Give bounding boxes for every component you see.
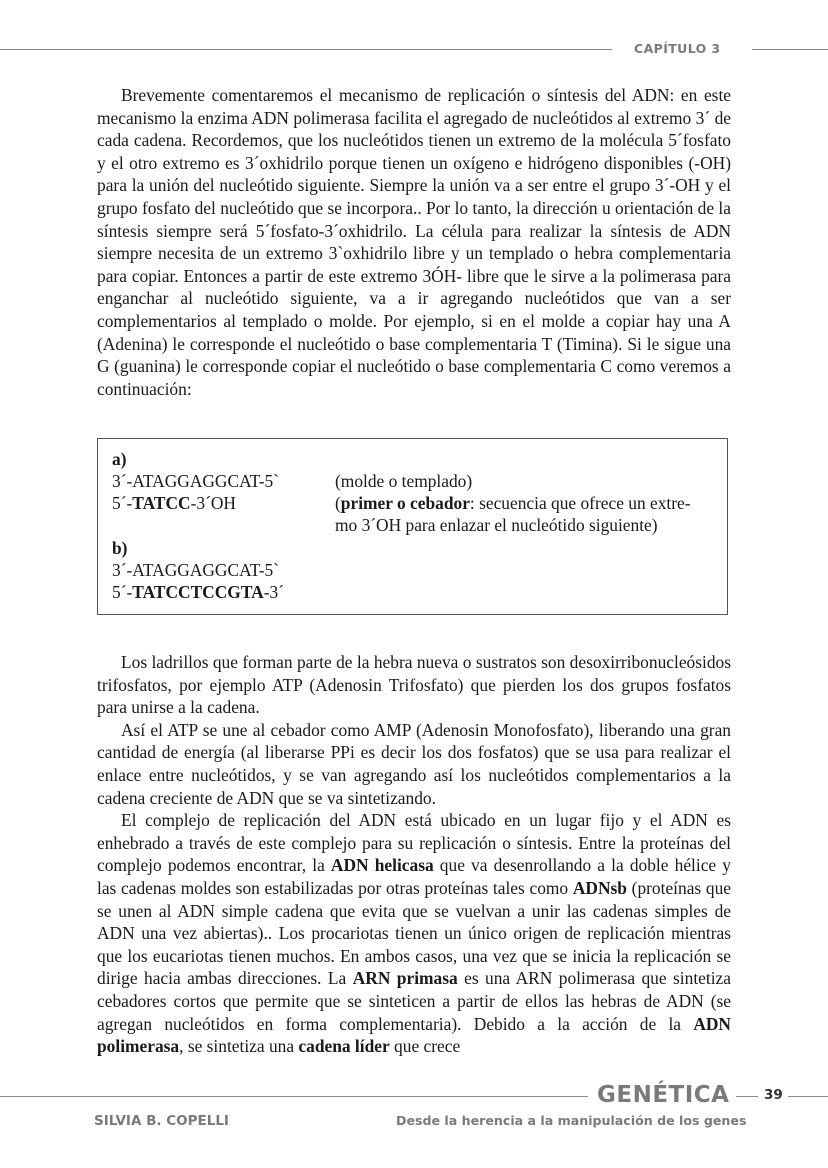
header-rule-right <box>752 49 828 50</box>
footer-subtitle: Desde la herencia a la manipulación de los genes <box>396 1113 747 1128</box>
footer-author: SILVIA B. COPELLI <box>94 1113 229 1129</box>
example-b-template-strand: 3´-ATAGGAGGCAT-5` <box>112 560 280 580</box>
example-a-primer-note: (primer o cebador: secuencia que ofrece un extre- <box>335 493 691 513</box>
paragraph-building-blocks: Los ladrillos que forman parte de la hebra nueva o sustratos son desoxirribonucleósidos trifosfatos, por ejemplo ATP (Adenosin Trifosfato) que pierden los dos grupos fosfatos para unirse a la cadena. <box>97 652 731 718</box>
chapter-heading: CAPÍTULO 3 <box>634 41 721 56</box>
example-b-label: b) <box>112 538 128 558</box>
example-b-new-strand: 5´-TATCCTCCGTA-3´ <box>112 582 284 602</box>
example-a-label: a) <box>112 449 127 469</box>
example-a-template-strand: 3´-ATAGGAGGCAT-5` <box>112 471 280 491</box>
example-a-template-note: (molde o templado) <box>335 471 473 491</box>
example-a-primer-note-cont: mo 3´OH para enlazar el nucleótido siguiente) <box>335 515 658 535</box>
footer-book-title: GENÉTICA <box>597 1082 730 1108</box>
sequence-example-box <box>97 438 728 615</box>
paragraph-replication-mechanism: Brevemente comentaremos el mecanismo de replicación o síntesis del ADN: en este mecanismo la enzima ADN polimerasa facilita el agregado de nucleótidos al extremo 3´ de cada cadena. Recordemos, que los nucleótidos tienen un extremo de la molécula 5´fosfato y el otro extremo es 3´oxhidrilo porque tienen un oxígeno e hidrógeno disponibles (-OH) para la unión del nucleótido siguiente. Siempre la unión va a ser entre el grupo 3´-OH y el grupo fosfato del nucleótido que se incorpora.. Por lo tanto, la dirección u orientación de la síntesis siempre será 5´fosfato-3´oxhidrilo. La célula para realizar la síntesis de ADN siempre necesita de un extremo 3`oxhidrilo libre y un templado o hebra complementaria para copiar. Entonces a partir de este extremo 3ÓH- libre que le sirve a la polimerasa para enganchar al nucleótido siguiente, va a ir agregando nucleótidos que van a ser complementarios al templado o molde. Por ejemplo, si en el molde a copiar hay una A (Adenina) le corresponde el nucleótido o base complementaria T (Timina). Si le sigue una G (guanina) le corresponde copiar el nucleótido o base complementaria C como veremos a continuación: <box>97 85 731 399</box>
page-number: 39 <box>764 1087 783 1103</box>
footer-dash <box>736 1096 758 1097</box>
paragraph-atp-energy: Así el ATP se une al cebador como AMP (Adenosin Monofosfato), liberando una gran cantidad de energía (al liberarse PPi es decir los dos fosfatos) que se usa para realizar el enlace entre nucleótidos, y se van agregando así los nucleótidos complementarios a la cadena creciente de ADN que se va sintetizando. <box>97 719 731 808</box>
intro-text-block <box>97 84 731 400</box>
body-text-block <box>97 651 731 1058</box>
paragraph-replication-complex: El complejo de replicación del ADN está ubicado en un lugar fijo y el ADN es enhebrado a través de este complejo para su replicación o síntesis. Entre la proteínas del complejo podemos encontrar, la ADN helicasa que va desenrollando a la doble hélice y las cadenas moldes son estabilizadas por otras proteínas tales como ADNsb (proteínas que se unen al ADN simple cadena que evita que se vuelvan a unir las cadenas simples de ADN una vez abiertas).. Los procariotas tienen un único origen de replicación mientras que los eucariotas tienen muchos. En ambos casos, una vez que se inicia la replicación se dirige hacia ambas direcciones. La ARN primasa es una ARN polimerasa que sintetiza cebadores cortos que permite que se sinteticen a partir de ellos las hebras de ADN (se agregan nucleótidos en forma complementaria). Debido a la acción de la ADN polimerasa, se sintetiza una cadena líder que crece <box>97 810 731 1057</box>
header-rule-left <box>0 49 612 50</box>
footer-rule-right <box>788 1096 828 1097</box>
example-a-primer-strand: 5´-TATCC-3´OH <box>112 493 236 513</box>
footer-rule-left <box>0 1096 588 1097</box>
